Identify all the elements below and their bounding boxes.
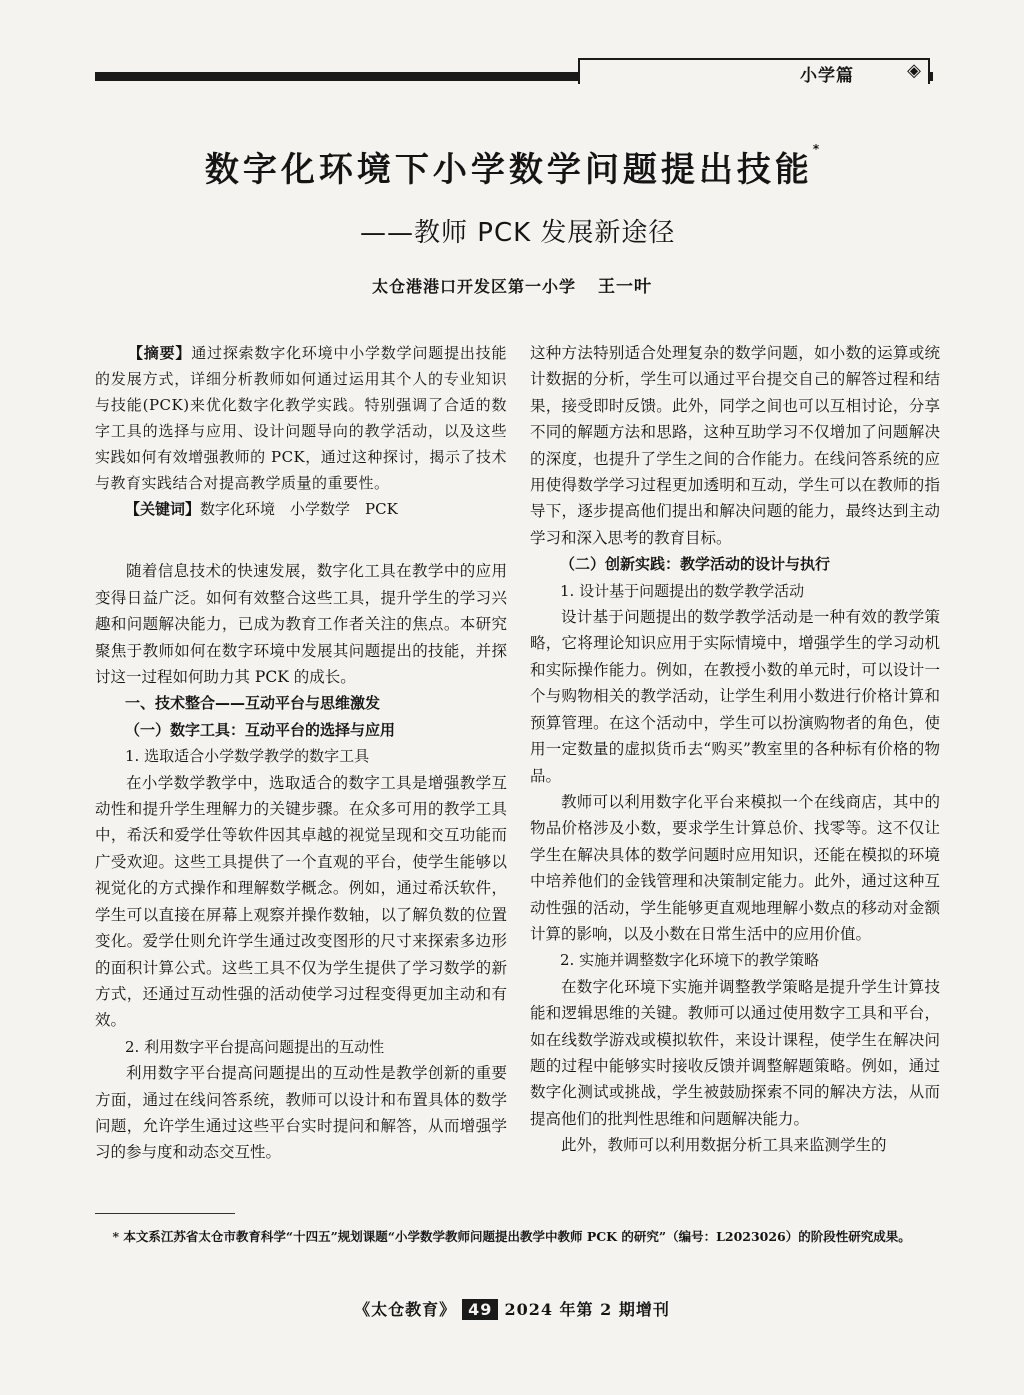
paragraph: 在数字化环境下实施并调整教学策略是提升学生计算技能和逻辑思维的关键。教师可以通过使用数字工具和平台，如在线数学游戏或模拟软件，来设计课程，使学生在解决问题的过程中能够实时接收反馈并调整解题策略。例如，通过数字化测试或挑战，学生被鼓励探索不同的解决方法，从而提高他们的批判性思维和问题解决能力。 bbox=[530, 977, 940, 1128]
item-heading-4: 2. 实施并调整数字化环境下的教学策略 bbox=[560, 951, 820, 970]
section-heading-1: 一、技术整合——互动平台与思维激发 bbox=[125, 694, 381, 713]
paragraph: 教师可以利用数字化平台来模拟一个在线商店，其中的物品价格涉及小数，要求学生计算总价、找零等。这不仅让学生在解决具体的数学问题时应用知识，还能在模拟的环境中培养他们的金钱管理和决策制定能力。此外，通过这种互动性强的活动，学生能够更直观地理解小数点的移动对金额计算的影响，以及小数在日常生活中的应用价值。 bbox=[530, 792, 940, 943]
title-footnote-mark: * bbox=[812, 142, 820, 156]
paragraph: 此外，教师可以利用数据分析工具来监测学生的 bbox=[561, 1136, 887, 1155]
page-number: 49 bbox=[462, 1299, 498, 1320]
abstract-tag: 【摘要】 bbox=[128, 344, 192, 362]
item-heading-2: 2. 利用数字平台提高问题提出的互动性 bbox=[125, 1037, 385, 1056]
footnote-text: 本文系江苏省太仓市教育科学“十四五”规划课题“小学数学教师问题提出教学中教师 PCK 的研究”（编号：L2023026）的阶段性研究成果。 bbox=[123, 1229, 911, 1244]
keywords bbox=[95, 496, 507, 522]
paragraph: 设计基于问题提出的数学教学活动是一种有效的教学策略，它将理论知识应用于实际情境中，增强学生的学习动机和实际操作能力。例如，在教授小数的单元时，可以设计一个与购物相关的教学活动，让学生利用小数进行价格计算和预算管理。在这个活动中，学生可以扮演购物者的角色，使用一定数量的虚拟货币去“购买”教室里的各种标有价格的物品。 bbox=[530, 608, 940, 785]
abstract-text: 通过探索数字化环境中小学数学问题提出技能的发展方式，详细分析教师如何通过运用其个人的专业知识与技能(PCK)来优化数字化教学实践。特别强调了合适的数字工具的选择与应用、设计问题导向的教学活动，以及这些实践如何有效增强教师的 PCK，通过这种探讨，揭示了技术与教育实践结合对提高教学质量的重要性。 bbox=[95, 344, 507, 492]
page-footer bbox=[0, 1297, 1024, 1320]
abstract bbox=[95, 340, 507, 496]
paragraph: 利用数字平台提高问题提出的互动性是教学创新的重要方面，通过在线问答系统，教师可以设计和布置具体的数学问题，允许学生通过这些平台实时提问和解答，从而增强学习的参与度和动态交互性。 bbox=[95, 1064, 507, 1162]
keywords-tag: 【关键词】 bbox=[125, 500, 201, 518]
footnote-rule bbox=[95, 1213, 235, 1214]
diamond-arrow-icon: ◈ bbox=[907, 60, 921, 81]
subsection-heading-1: （一）数字工具：互动平台的选择与应用 bbox=[125, 720, 396, 739]
journal-name: 《太仓教育》 bbox=[354, 1300, 457, 1319]
issue-info: 2024 年第 2 期增刊 bbox=[504, 1300, 670, 1319]
footnote-mark: * bbox=[112, 1229, 120, 1244]
right-column bbox=[530, 340, 940, 1159]
byline bbox=[372, 272, 652, 297]
section-label: 小学篇 bbox=[800, 66, 854, 86]
affiliation: 太仓港港口开发区第一小学 bbox=[372, 277, 577, 296]
left-column bbox=[95, 340, 507, 1166]
paragraph: 这种方法特别适合处理复杂的数学问题，如小数的运算或统计数据的分析，学生可以通过平台提交自己的解答过程和结果，接受即时反馈。此外，同学之间也可以互相讨论，分享不同的解题方法和思路，这种互助学习不仅增加了问题解决的深度，也提升了学生之间的合作能力。在线问答系统的应用使得数学学习过程更加透明和互动，学生可以在教师的指导下，逐步提高他们提出和解决问题的能力，最终达到主动学习和深入思考的教育目标。 bbox=[530, 344, 940, 547]
article-title-text: 数字化环境下小学数学问题提出技能 bbox=[204, 150, 813, 190]
author-name: 王一叶 bbox=[598, 277, 653, 297]
article-title bbox=[0, 142, 1024, 191]
item-heading-1: 1. 选取适合小学数学教学的数字工具 bbox=[125, 747, 370, 766]
section-tab bbox=[578, 58, 930, 84]
subsection-heading-2: （二）创新实践：教学活动的设计与执行 bbox=[560, 555, 831, 574]
intro-paragraph: 随着信息技术的快速发展，数字化工具在教学中的应用变得日益广泛。如何有效整合这些工具，提升学生的学习兴趣和问题解决能力，已成为教育工作者关注的焦点。本研究聚焦于教师如何在数字环境中发展其问题提出的技能，并探讨这一过程如何助力其 PCK 的成长。 bbox=[95, 562, 507, 687]
article-subtitle: ——教师 PCK 发展新途径 bbox=[360, 218, 676, 248]
footnote bbox=[95, 1225, 940, 1249]
item-heading-3: 1. 设计基于问题提出的数学教学活动 bbox=[560, 581, 805, 600]
keywords-text: 数字化环境 小学数学 PCK bbox=[200, 500, 398, 518]
paragraph: 在小学数学教学中，选取适合的数字工具是增强教学互动性和提升学生理解力的关键步骤。在众多可用的教学工具中，希沃和爱学仕等软件因其卓越的视觉呈现和交互功能而广受欢迎。这些工具提供了一个直观的平台，使学生能够以视觉化的方式操作和理解数学概念。例如，通过希沃软件，学生可以直接在屏幕上观察并操作数轴，以了解负数的位置变化。爱学仕则允许学生通过改变图形的尺寸来探索多边形的面积计算公式。这些工具不仅为学生提供了学习数学的新方式，还通过互动性强的活动使学习过程变得更加主动和有效。 bbox=[95, 773, 507, 1030]
